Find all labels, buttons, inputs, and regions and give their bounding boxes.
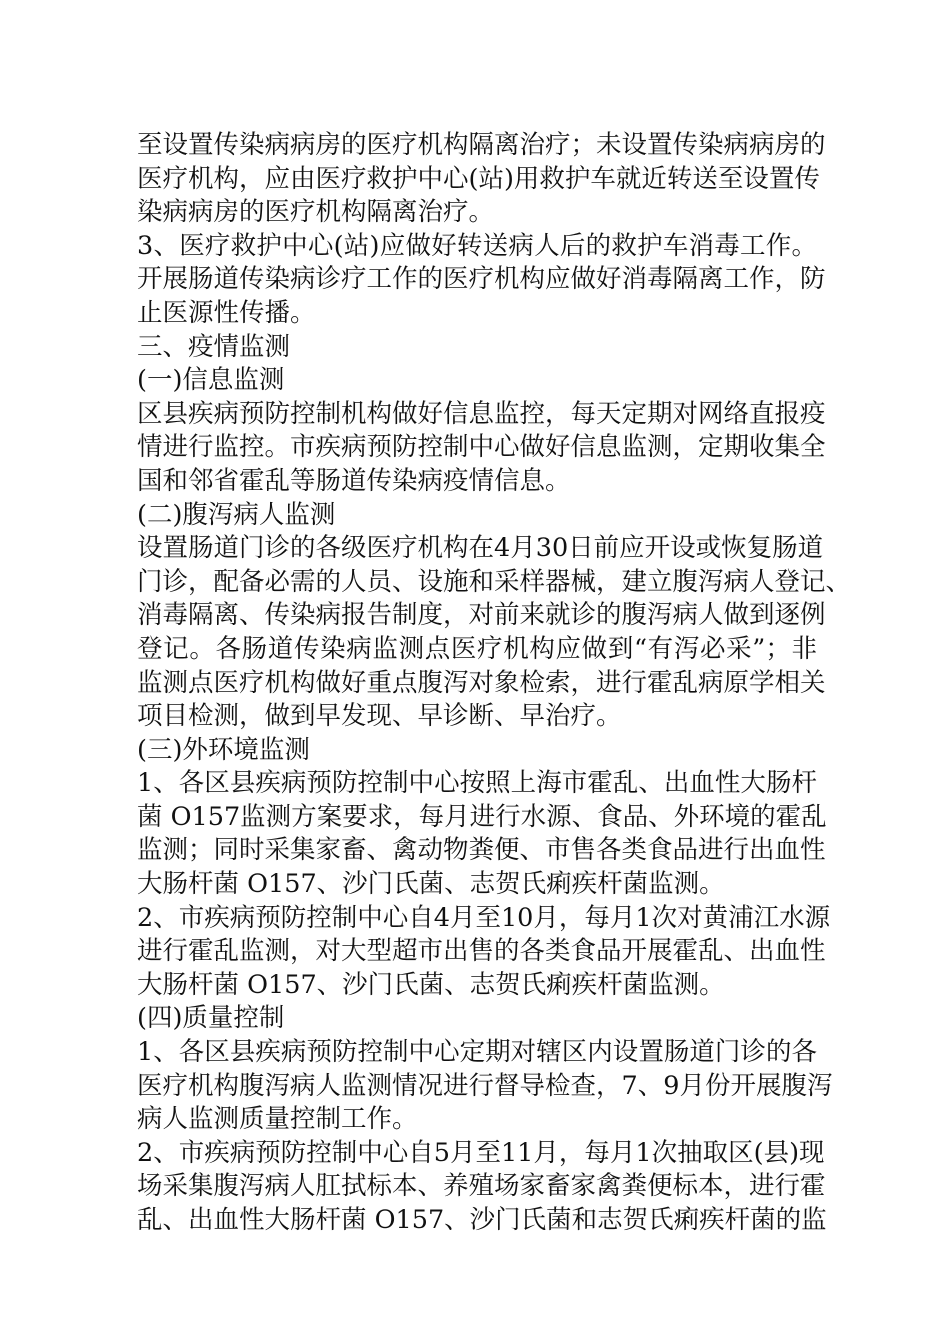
text-line: 2、市疾病预防控制中心自5月至11月，每月1次抽取区(县)现 — [137, 1137, 825, 1168]
text-line: 乱、出血性大肠杆菌 O157、沙门氏菌和志贺氏痢疾杆菌的监 — [137, 1205, 827, 1235]
text-line: 登记。各肠道传染病监测点医疗机构应做到“有泻必采”；非 — [137, 633, 817, 664]
text-line: 监测；同时采集家畜、禽动物粪便、市售各类食品进行出血性 — [137, 835, 826, 866]
text-line: (四)质量控制 — [137, 1003, 285, 1034]
text-line: 项目检测，做到早发现、早诊断、早治疗。 — [137, 701, 622, 732]
text-line: 染病病房的医疗机构隔离治疗。 — [137, 197, 495, 228]
text-line: 设置肠道门诊的各级医疗机构在4月30日前应开设或恢复肠道 — [137, 533, 824, 564]
text-line: 消毒隔离、传染病报告制度，对前来就诊的腹泻病人做到逐例 — [137, 600, 826, 631]
text-line: 大肠杆菌 O157、沙门氏菌、志贺氏痢疾杆菌监测。 — [137, 869, 725, 900]
text-line: 至设置传染病病房的医疗机构隔离治疗；未设置传染病病房的 — [137, 130, 826, 160]
text-line: 情进行监控。市疾病预防控制中心做好信息监测，定期收集全 — [137, 432, 826, 463]
text-line: 门诊，配备必需的人员、设施和采样器械，建立腹泻病人登记、 — [137, 566, 852, 597]
text-line: 医疗机构腹泻病人监测情况进行督导检查，7、9月份开展腹泻 — [137, 1070, 833, 1101]
text-line: 三、疫情监测 — [137, 331, 291, 362]
text-line: 监测点医疗机构做好重点腹泻对象检索，进行霍乱病原学相关 — [137, 667, 826, 698]
text-line: 止医源性传播。 — [137, 297, 316, 328]
text-line: 2、市疾病预防控制中心自4月至10月，每月1次对黄浦江水源 — [137, 902, 831, 933]
document-body — [137, 129, 852, 1238]
text-line: 区县疾病预防控制机构做好信息监控，每天定期对网络直报疫 — [137, 398, 826, 429]
text-line: 大肠杆菌 O157、沙门氏菌、志贺氏痢疾杆菌监测。 — [137, 969, 725, 1000]
text-line: 3、医疗救护中心(站)应做好转送病人后的救护车消毒工作。 — [137, 230, 817, 261]
text-line: 开展肠道传染病诊疗工作的医疗机构应做好消毒隔离工作，防 — [137, 264, 826, 295]
text-line: 1、各区县疾病预防控制中心按照上海市霍乱、出血性大肠杆 — [137, 768, 817, 799]
text-line: 医疗机构，应由医疗救护中心(站)用救护车就近转送至设置传 — [137, 163, 820, 194]
text-line: 1、各区县疾病预防控制中心定期对辖区内设置肠道门诊的各 — [137, 1037, 817, 1068]
text-line: (二)腹泻病人监测 — [137, 499, 336, 530]
text-line: 病人监测质量控制工作。 — [137, 1104, 418, 1135]
text-line: 国和邻省霍乱等肠道传染病疫情信息。 — [137, 465, 571, 496]
text-line: 菌 O157监测方案要求，每月进行水源、食品、外环境的霍乱 — [137, 801, 827, 832]
text-line: 进行霍乱监测，对大型超市出售的各类食品开展霍乱、出血性 — [137, 936, 826, 967]
text-line: 场采集腹泻病人肛拭标本、养殖场家畜家禽粪便标本，进行霍 — [137, 1171, 826, 1202]
text-line: (一)信息监测 — [137, 365, 285, 396]
text-line: (三)外环境监测 — [137, 734, 310, 765]
